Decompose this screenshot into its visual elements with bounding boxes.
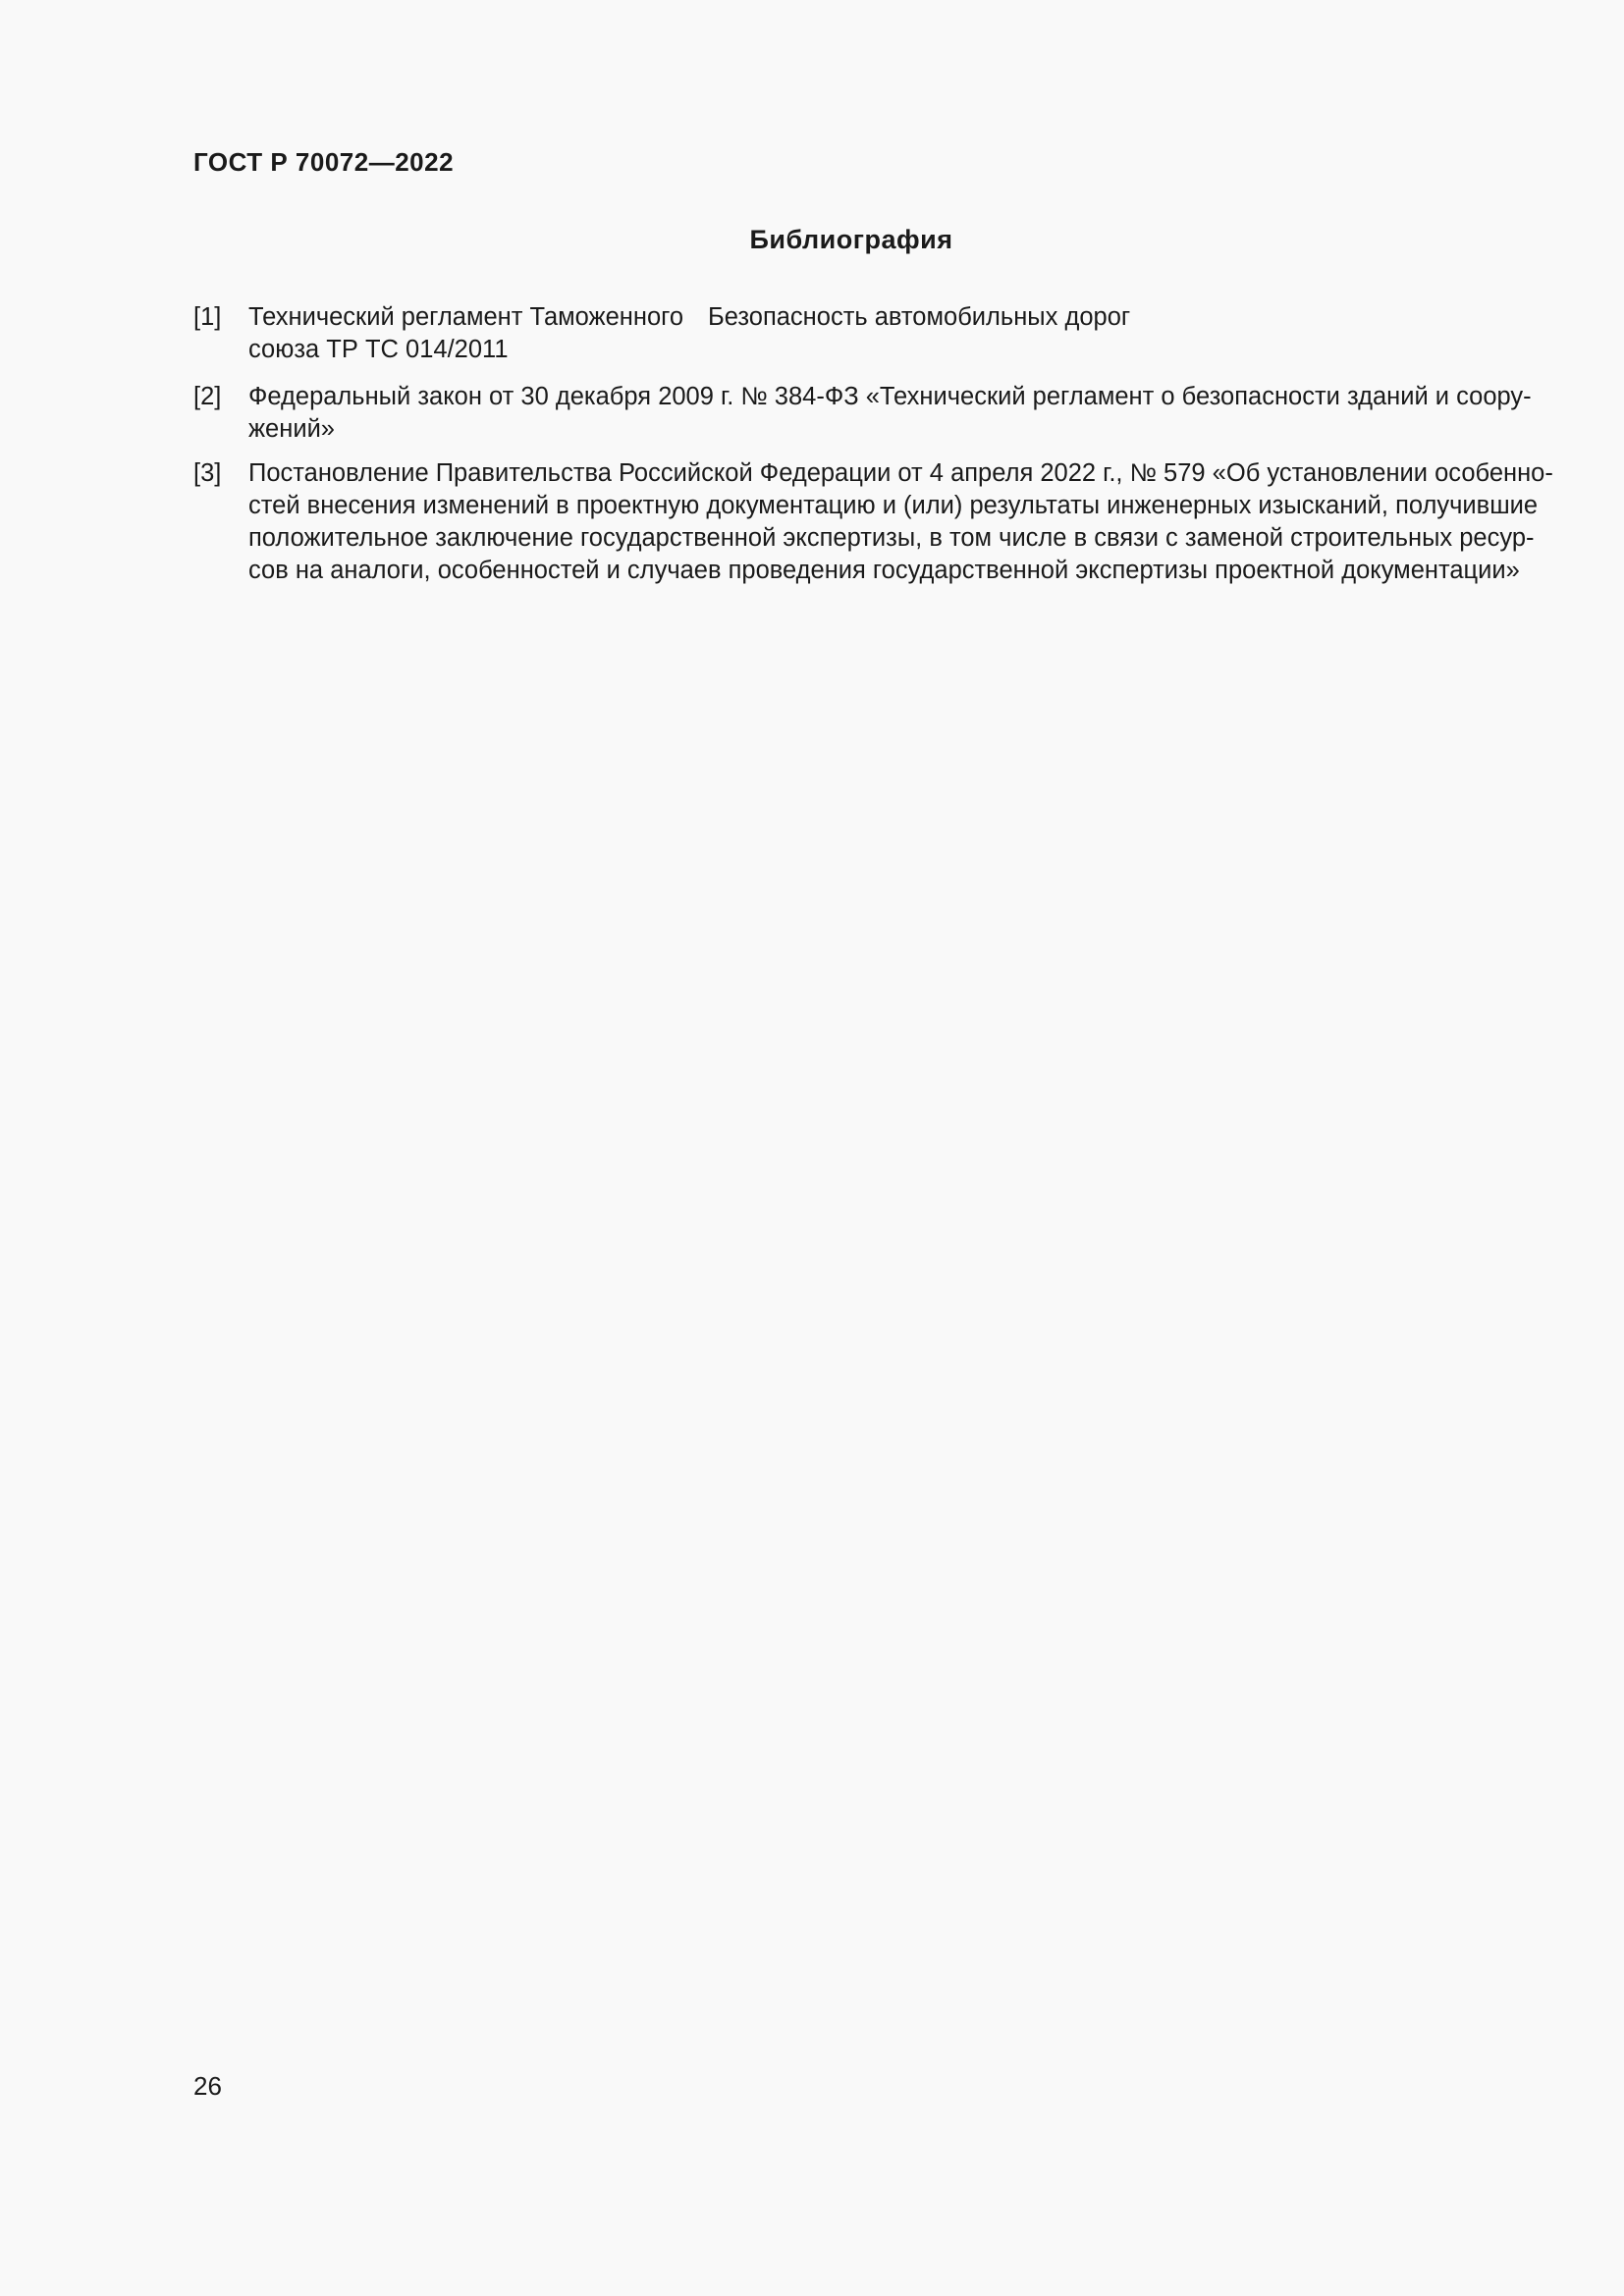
entry-line: Федеральный закон от 30 декабря 2009 г. № 384-ФЗ «Технический регламент о безопасности зданий и соору- (248, 383, 1532, 410)
entry-line: стей внесения изменений в проектную документацию и (или) результаты инженерных изысканий, получившие (248, 492, 1539, 519)
bibliography-heading: Библиография (749, 225, 953, 254)
entry-line: союза ТР ТС 014/2011 (248, 336, 509, 363)
entry-line: жений» (248, 415, 335, 443)
entry-subject: Безопасность автомобильных дорог (708, 303, 1131, 331)
entry-text (248, 381, 1532, 446)
entry-line: Технический регламент Таможенного (248, 303, 684, 331)
entry-line: Постановление Правительства Российской Федерации от 4 апреля 2022 г., № 579 «Об установлении особенно- (248, 459, 1553, 487)
entry-title (248, 301, 684, 366)
entry-text (248, 457, 1553, 587)
entry-number: [1] (193, 303, 222, 331)
document-code: ГОСТ Р 70072—2022 (193, 147, 455, 177)
entry-number: [2] (193, 383, 222, 410)
entry-line: положительное заключение государственной экспертизы, в том числе в связи с заменой строительных ресур- (248, 524, 1535, 552)
entry-number: [3] (193, 459, 222, 487)
entry-line: сов на аналоги, особенностей и случаев проведения государственной экспертизы проектной документации» (248, 557, 1520, 584)
page-number: 26 (193, 2071, 222, 2101)
